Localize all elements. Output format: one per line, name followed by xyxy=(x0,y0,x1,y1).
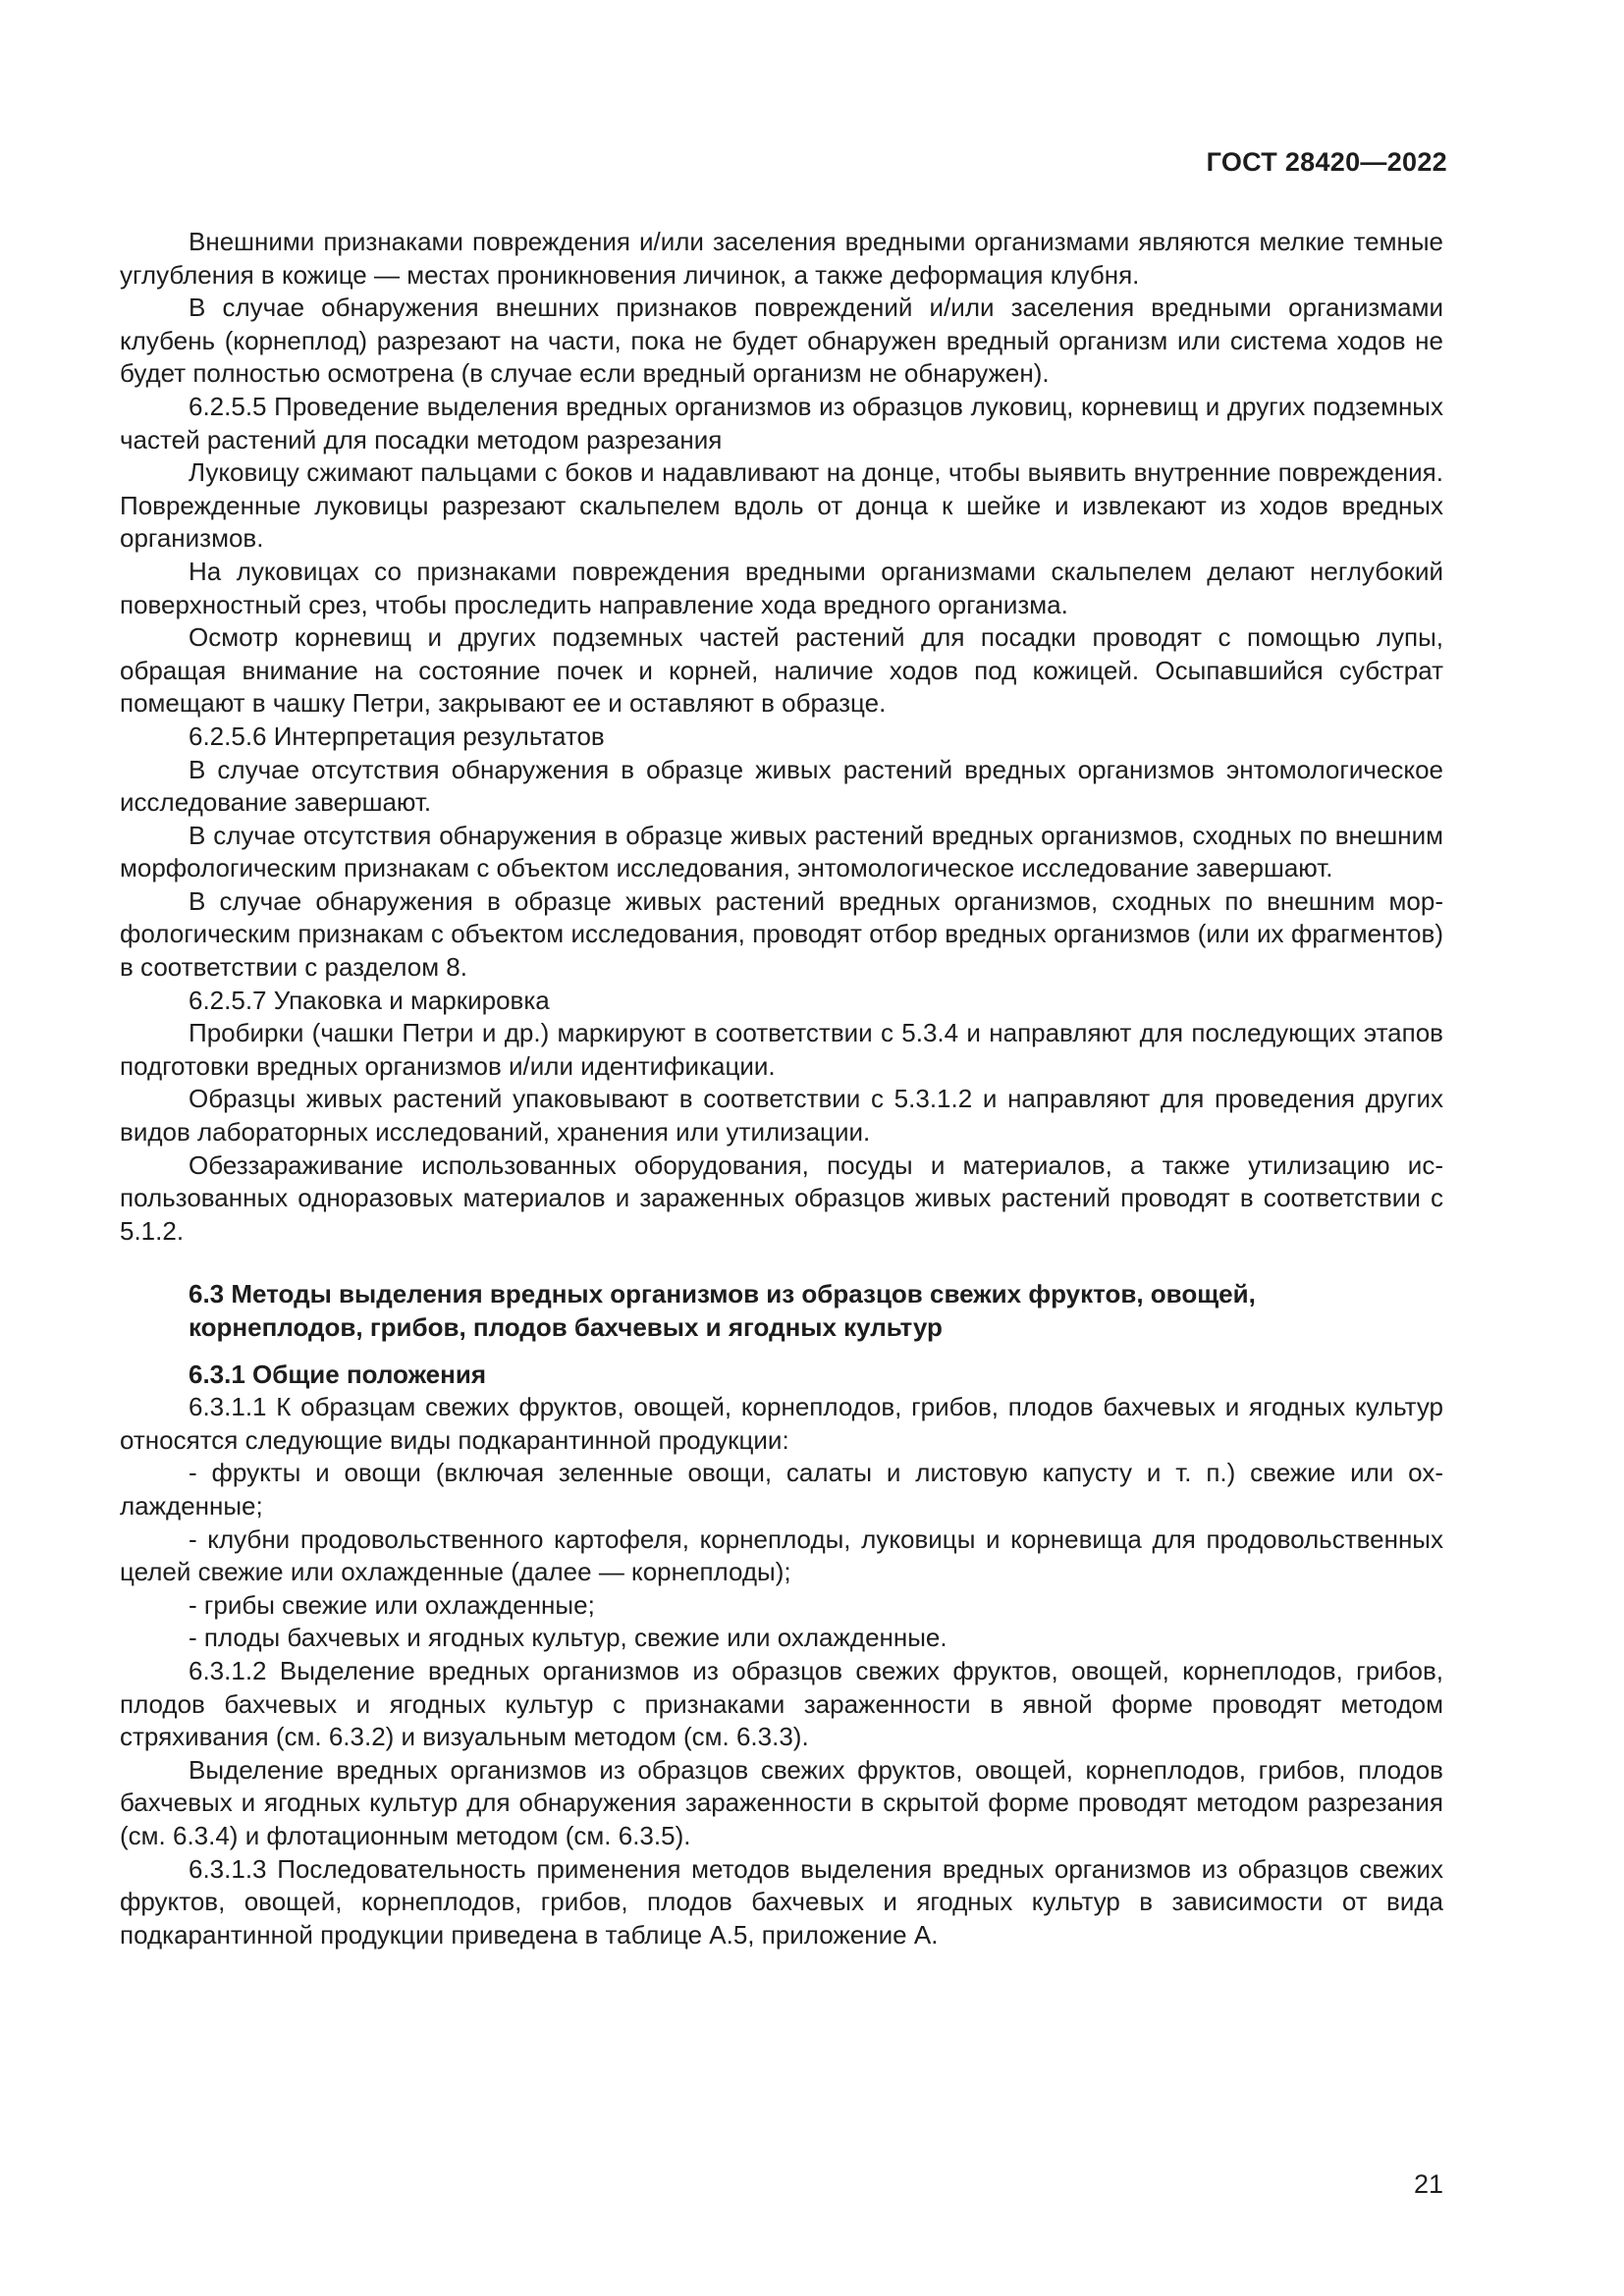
list-item: - фрукты и овощи (включая зеленные овощи, салаты и листовую капусту и т. п.) свежие или охлажденные; xyxy=(120,1458,1443,1521)
section-heading-line-2: корнеплодов, грибов, плодов бахчевых и ягодных культур xyxy=(189,1312,943,1342)
paragraph: В случае отсутствия обнаружения в образце живых растений вредных организмов энтомологическое исследование завершают. xyxy=(120,754,1443,818)
paragraph: На луковицах со признаками повреждения вредными организмами скальпелем делают неглубокий поверхностный срез, чтобы проследить направление хода вредного организма. xyxy=(120,556,1443,619)
clause-heading: 6.2.5.5 Проведение выделения вредных организмов из образцов луковиц, корневищ и других подземных частей растений для посадки методом разрезания xyxy=(120,391,1443,454)
paragraph: Образцы живых растений упаковывают в соответствии с 5.3.1.2 и направляют для проведения других видов лабораторных исследований, хранения или утилизации. xyxy=(120,1084,1443,1148)
paragraph: Внешними признаками повреждения и/или заселения вредными организмами являются мелкие темные углубления в кожице — местах проникновения личинок, а также деформация клубня. xyxy=(120,227,1443,290)
document-id-header: ГОСТ 28420—2022 xyxy=(1206,147,1447,177)
paragraph: 6.3.1.3 Последовательность применения методов выделения вредных организмов из образцов свежих фруктов, овощей, корнеплодов, грибов, плодов бахчевых и ягодных культур в зависимости от вида подкарантинной продукции приведена в таблице А.5, приложение А. xyxy=(120,1853,1443,1949)
list-item: - плоды бахчевых и ягодных культур, свежие или охлажденные. xyxy=(189,1623,947,1653)
paragraph: В случае обнаружения внешних признаков повреждений и/или заселения вредными организмами клубень (корнеплод) разрезают на части, пока не будет обнаружен вредный организм или система ходов не будет полностью осмотрена (в случае если вредный организм не обнаружен). xyxy=(120,293,1443,389)
list-item: - клубни продовольственного картофеля, корнеплоды, луковицы и корневища для продовольственных целей свежие или охлажденные (далее — корнеплоды); xyxy=(120,1523,1443,1587)
list-item: - грибы свежие или охлажденные; xyxy=(189,1589,595,1620)
clause-heading: 6.2.5.6 Интерпретация результатов xyxy=(189,721,605,751)
document-body xyxy=(120,226,1443,1951)
paragraph: Осмотр корневищ и других подземных частей растений для посадки проводят с помощью лупы, обращая внимание на состояние почек и корней, наличие ходов под кожицей. Осыпавшийся субстрат помещают в чашку Петри, закрывают ее и оставляют в образце. xyxy=(120,622,1443,719)
paragraph: В случае отсутствия обнаружения в образце живых растений вредных организмов, сходных по внешним морфологическим признакам с объектом исследования, энтомологическое исследование завершают. xyxy=(120,820,1443,883)
paragraph: Выделение вредных организмов из образцов свежих фруктов, овощей, корнеплодов, грибов, плодов бахчевых и ягодных культур для обнаружения зараженности в скрытой форме проводят методом разрезания (см. 6.3.4) и флотационным методом (см. 6.3.5). xyxy=(120,1754,1443,1850)
paragraph: Обеззараживание использованных оборудования, посуды и материалов, а также утилизацию использованных одноразовых материалов и зараженных образцов живых растений проводят в соответствии с 5.1.2. xyxy=(120,1149,1443,1246)
paragraph: 6.3.1.1 К образцам свежих фруктов, овощей, корнеплодов, грибов, плодов бахчевых и ягодных культур относятся следующие виды подкарантинной продукции: xyxy=(120,1392,1443,1455)
page-number: 21 xyxy=(1413,2169,1443,2199)
subsection-heading: 6.3.1 Общие положения xyxy=(189,1359,486,1389)
paragraph: Пробирки (чашки Петри и др.) маркируют в соответствии с 5.3.4 и направляют для последующих этапов подготовки вредных организмов и/или идентификации. xyxy=(120,1018,1443,1081)
paragraph: 6.3.1.2 Выделение вредных организмов из образцов свежих фруктов, овощей, корнеплодов, грибов, плодов бахчевых и ягодных культур с признаками зараженности в явной форме проводят методом стряхивания (см. 6.3.2) и визуальным методом (см. 6.3.3). xyxy=(120,1655,1443,1752)
section-heading-line-1: 6.3 Методы выделения вредных организмов из образцов свежих фруктов, овощей, xyxy=(189,1279,1256,1309)
clause-heading: 6.2.5.7 Упаковка и маркировка xyxy=(189,985,550,1015)
paragraph: Луковицу сжимают пальцами с боков и надавливают на донце, чтобы выявить внутренние повреждения. Поврежденные луковицы разрезают скальпелем вдоль от донца к шейке и извлекают из ходов вредных организмов. xyxy=(120,457,1443,554)
section-heading xyxy=(120,1278,1443,1344)
paragraph: В случае обнаружения в образце живых растений вредных организмов, сходных по внешним морфологическим признакам с объектом исследования, проводят отбор вредных организмов (или их фрагментов) в соответствии с разделом 8. xyxy=(120,885,1443,983)
